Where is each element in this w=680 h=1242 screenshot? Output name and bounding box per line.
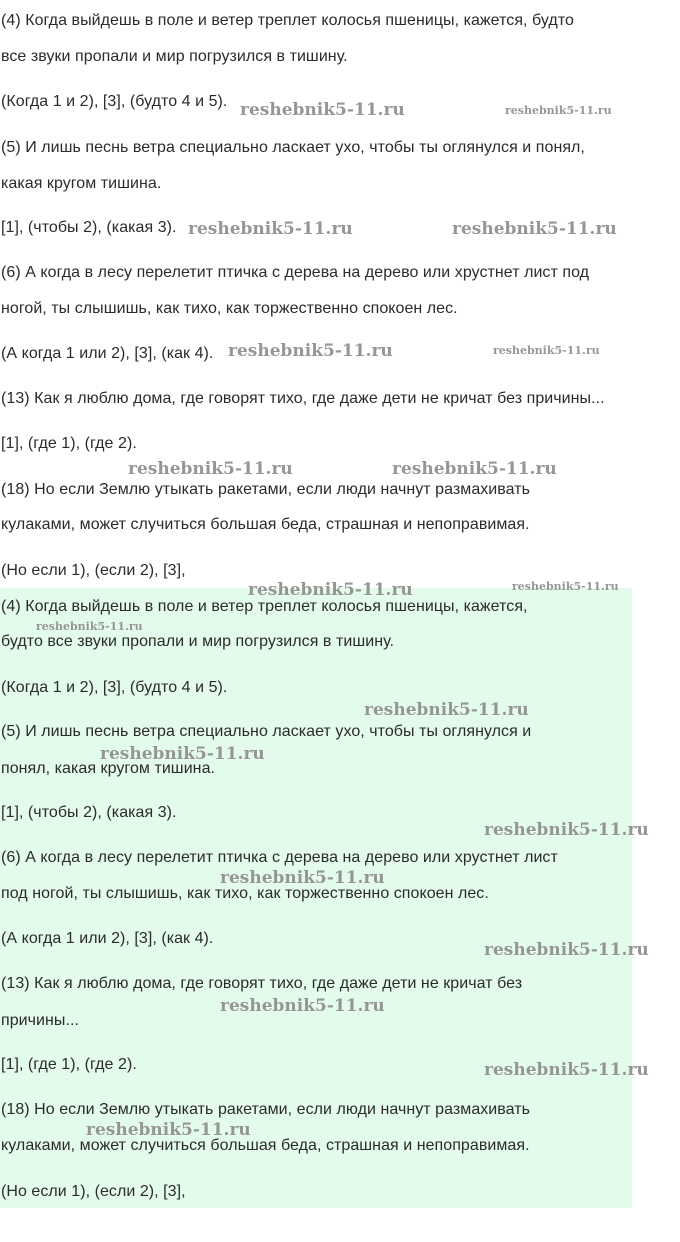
watermark: reshebnik5-11.ru bbox=[248, 580, 413, 600]
watermark: reshebnik5-11.ru bbox=[484, 1060, 649, 1080]
text-line: (18) Но если Землю утыкать ракетами, если люди начнут размахивать bbox=[1, 1101, 531, 1118]
text-line: [1], (где 1), (где 2). bbox=[1, 435, 137, 452]
text-line: [1], (где 1), (где 2). bbox=[1, 1056, 137, 1073]
watermark: reshebnik5-11.ru bbox=[240, 100, 405, 120]
text-line: кулаками, может случиться большая беда, страшная и непоправимая. bbox=[1, 516, 530, 533]
text-line: (13) Как я люблю дома, где говорят тихо, где даже дети не кричат без причины... bbox=[1, 390, 605, 407]
text-line: (А когда 1 или 2), [3], (как 4). bbox=[1, 345, 214, 362]
text-line: (Но если 1), (если 2), [3], bbox=[1, 1183, 186, 1200]
text-line: (Когда 1 и 2), [3], (будто 4 и 5). bbox=[1, 679, 228, 696]
watermark: reshebnik5-11.ru bbox=[86, 1120, 251, 1140]
text-line: (5) И лишь песнь ветра специально ласкает ухо, чтобы ты оглянулся и bbox=[1, 723, 532, 740]
text-line: (Но если 1), (если 2), [3], bbox=[1, 562, 186, 579]
watermark: reshebnik5-11.ru bbox=[493, 344, 600, 357]
text-line: причины... bbox=[1, 1012, 79, 1029]
watermark: reshebnik5-11.ru bbox=[452, 219, 617, 239]
watermark: reshebnik5-11.ru bbox=[100, 744, 265, 764]
watermark: reshebnik5-11.ru bbox=[512, 580, 619, 593]
watermark: reshebnik5-11.ru bbox=[220, 996, 385, 1016]
watermark: reshebnik5-11.ru bbox=[484, 820, 649, 840]
text-line: (4) Когда выйдешь в поле и ветер треплет колосья пшеницы, кажется, bbox=[1, 598, 528, 615]
text-line: (5) И лишь песнь ветра специально ласкает ухо, чтобы ты оглянулся и понял, bbox=[1, 139, 585, 156]
watermark: reshebnik5-11.ru bbox=[484, 940, 649, 960]
watermark: reshebnik5-11.ru bbox=[188, 219, 353, 239]
watermark: reshebnik5-11.ru bbox=[228, 341, 393, 361]
watermark: reshebnik5-11.ru bbox=[364, 700, 529, 720]
text-line: (6) А когда в лесу перелетит птичка с дерева на дерево или хрустнет лист bbox=[1, 849, 558, 866]
watermark: reshebnik5-11.ru bbox=[36, 620, 143, 633]
text-line: [1], (чтобы 2), (какая 3). bbox=[1, 219, 177, 236]
text-line: какая кругом тишина. bbox=[1, 175, 162, 192]
text-line: (Когда 1 и 2), [3], (будто 4 и 5). bbox=[1, 93, 228, 110]
text-line: (А когда 1 или 2), [3], (как 4). bbox=[1, 930, 214, 947]
text-line: (6) А когда в лесу перелетит птичка с дерева на дерево или хрустнет лист под bbox=[1, 264, 590, 281]
text-line: будто все звуки пропали и мир погрузился в тишину. bbox=[1, 633, 395, 650]
text-line: (13) Как я люблю дома, где говорят тихо, где даже дети не кричат без bbox=[1, 975, 523, 992]
text-line: (18) Но если Землю утыкать ракетами, если люди начнут размахивать bbox=[1, 481, 531, 498]
text-line: под ногой, ты слышишь, как тихо, как торжественно спокоен лес. bbox=[1, 885, 489, 902]
answer-text-highlighted bbox=[0, 588, 632, 1208]
text-line: кулаками, может случиться большая беда, страшная и непоправимая. bbox=[1, 1137, 530, 1154]
watermark: reshebnik5-11.ru bbox=[392, 459, 557, 479]
watermark: reshebnik5-11.ru bbox=[220, 868, 385, 888]
text-line: понял, какая кругом тишина. bbox=[1, 760, 216, 777]
text-line: [1], (чтобы 2), (какая 3). bbox=[1, 804, 177, 821]
text-line: (4) Когда выйдешь в поле и ветер треплет колосья пшеницы, кажется, будто bbox=[1, 12, 574, 29]
watermark: reshebnik5-11.ru bbox=[505, 104, 612, 117]
text-line: все звуки пропали и мир погрузился в тишину. bbox=[1, 48, 348, 65]
watermark: reshebnik5-11.ru bbox=[128, 459, 293, 479]
text-line: ногой, ты слышишь, как тихо, как торжественно спокоен лес. bbox=[1, 300, 458, 317]
